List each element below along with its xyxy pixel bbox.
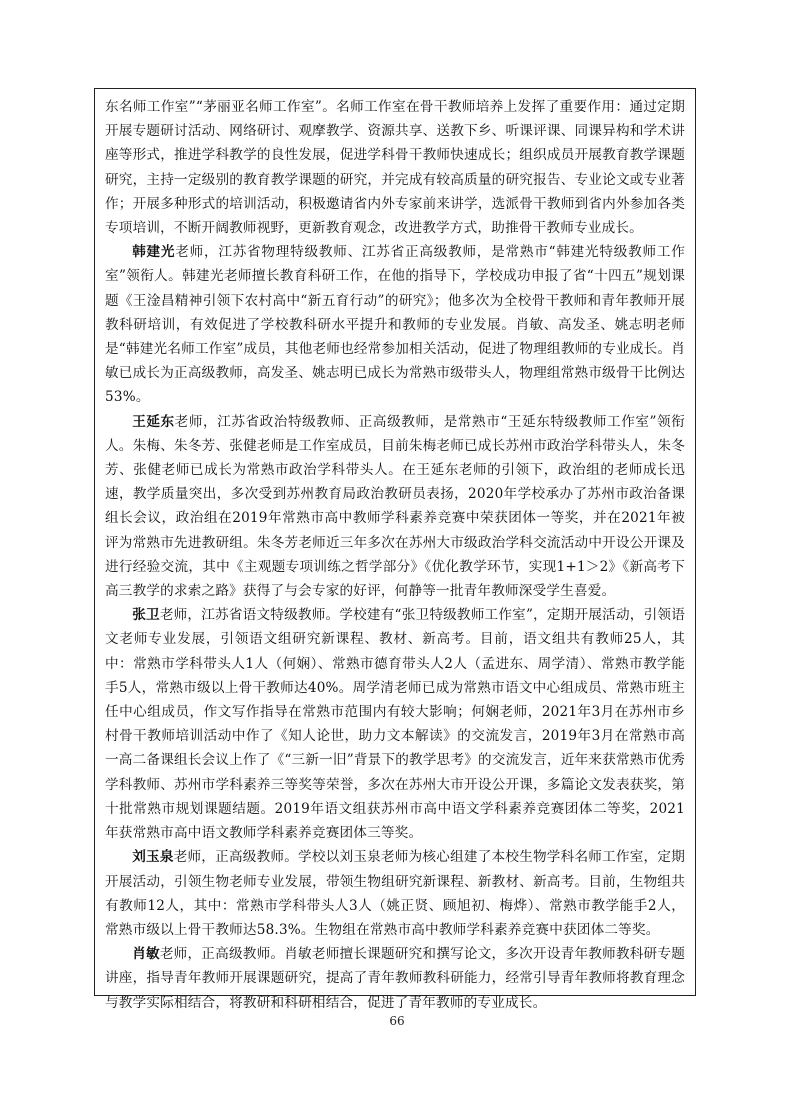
teacher-name: 王延东 [132, 413, 175, 430]
paragraph-text: 老师，江苏省语文特级教师。学校建有“张卫特级教师工作室”，定期开展活动，引领语文老师专业发展，引领语文组研究新课程、教材、新高考。目前，语文组共有教师25人，其中：常熟市学科带头人1人（何娴）、常熟市德育带头人2人（孟进东、周学清）、常熟市教学能手5人，常熟市级以上骨干教师达40%。周学清老师已成为常熟市语文中心组成员、常熟市班主任中心组成员，作文写作指导在常熟市范围内有较大影响；何娴老师，2021年3月在苏州市乡村骨干教师培训活动中作了《知人论世，助力文本解读》的交流发言，2019年3月在常熟市高一高二备课组长会议上作了《“三新一旧”背景下的教学思考》的交流发言，近年来获常熟市优秀学科教师、苏州市学科素养三等奖等荣誉，多次在苏州大市开设公开课，多篇论文发表获奖，第十批常熟市规划课题结题。2019年语文组获苏州市高中语文学科素养竞赛团体二等奖，2021年获常熟市高中语文教师学科素养竞赛团体三等奖。 [105, 607, 685, 842]
paragraph-text: 老师，正高级教师。学校以刘玉泉老师为核心组建了本校生物学科名师工作室，定期开展活动，引领生物老师专业发展，带领生物组研究新课程、新教材、新高考。目前，生物组共有教师12人，其中：常熟市学科带头人3人（姚正贤、顾旭初、梅烨）、常熟市教学能手2人，常熟市级以上骨干教师达58.3%。生物组在常熟市高中教师学科素养竞赛中获团体二等奖。 [105, 849, 685, 938]
teacher-name: 肖敏 [132, 946, 160, 963]
teacher-name: 张卫 [132, 607, 160, 624]
paragraph-liu-yuquan [105, 845, 685, 942]
page-number: 66 [389, 1014, 405, 1028]
paragraph-xiao-min [105, 942, 685, 1015]
teacher-name: 刘玉泉 [132, 849, 174, 866]
paragraph-wang-yandong [105, 410, 685, 604]
paragraph-studio-overview [105, 95, 685, 240]
paragraph-zhang-wei [105, 603, 685, 845]
paragraph-text: 老师，正高级教师。肖敏老师擅长课题研究和撰写论文，多次开设青年教师教科研专题讲座，指导青年教师开展课题研究，提高了青年教师教科研能力，经常引导青年教师将教育理念与教学实际相结合，将教研和科研相结合，促进了青年教师的专业成长。 [105, 946, 685, 1011]
teacher-name: 韩建光 [132, 244, 176, 261]
paragraph-text: 老师，江苏省物理特级教师、江苏省正高级教师，是常熟市“韩建光特级教师工作室”领衔人。韩建光老师擅长教育科研工作，在他的指导下，学校成功申报了省“十四五”规划课题《王淦昌精神引领下农村高中“新五育行动”的研究》；他多次为全校骨干教师和青年教师开展教科研培训，有效促进了学校教科研水平提升和教师的专业发展。肖敏、高发圣、姚志明老师是“韩建光名师工作室”成员，其他老师也经常参加相关活动，促进了物理组教师的专业成长。肖敏已成长为正高级教师，高发圣、姚志明已成长为常熟市级带头人，物理组常熟市级骨干比例达53%。 [105, 244, 685, 406]
paragraph-han-jianguang [105, 240, 685, 409]
paragraph-text: 东名师工作室”“茅丽亚名师工作室”。名师工作室在骨干教师培养上发挥了重要作用：通过定期开展专题研讨活动、网络研讨、观摩教学、资源共享、送教下乡、听课评课、同课异构和学术讲座等形式，推进学科教学的良性发展，促进学科骨干教师快速成长；组织成员开展教育教学课题研究，主持一定级别的教育教学课题的研究，并完成有较高质量的研究报告、专业论文或专业著作；开展多种形式的培训活动，积极邀请省内外专家前来讲学，选派骨干教师到省内外参加各类专项培训，不断开阔教师视野，更新教育观念，改进教学方式，助推骨干教师专业成长。 [105, 99, 685, 237]
paragraph-text: 老师，江苏省政治特级教师、正高级教师，是常熟市“王延东特级教师工作室”领衔人。朱梅、朱冬芳、张健老师是工作室成员，目前朱梅老师已成长苏州市政治学科带头人，朱冬芳、张健老师已成长为常熟市政治学科带头人。在王延东老师的引领下，政治组的老师成长迅速，教学质量突出，多次受到苏州教育局政治教研员表扬，2020年学校承办了苏州市政治备课组长会议，政治组在2019年常熟市高中教师学科素养竞赛中荣获团体一等奖，并在2021年被评为常熟市先进教研组。朱冬芳老师近三年多次在苏州大市级政治学科交流活动中开设公开课及进行经验交流，其中《主观题专项训练之哲学部分》《优化教学环节，实现1+1＞2》《新高考下高三教学的求索之路》获得了与会专家的好评，何静等一批青年教师深受学生喜爱。 [105, 413, 685, 600]
document-frame [94, 88, 696, 1011]
